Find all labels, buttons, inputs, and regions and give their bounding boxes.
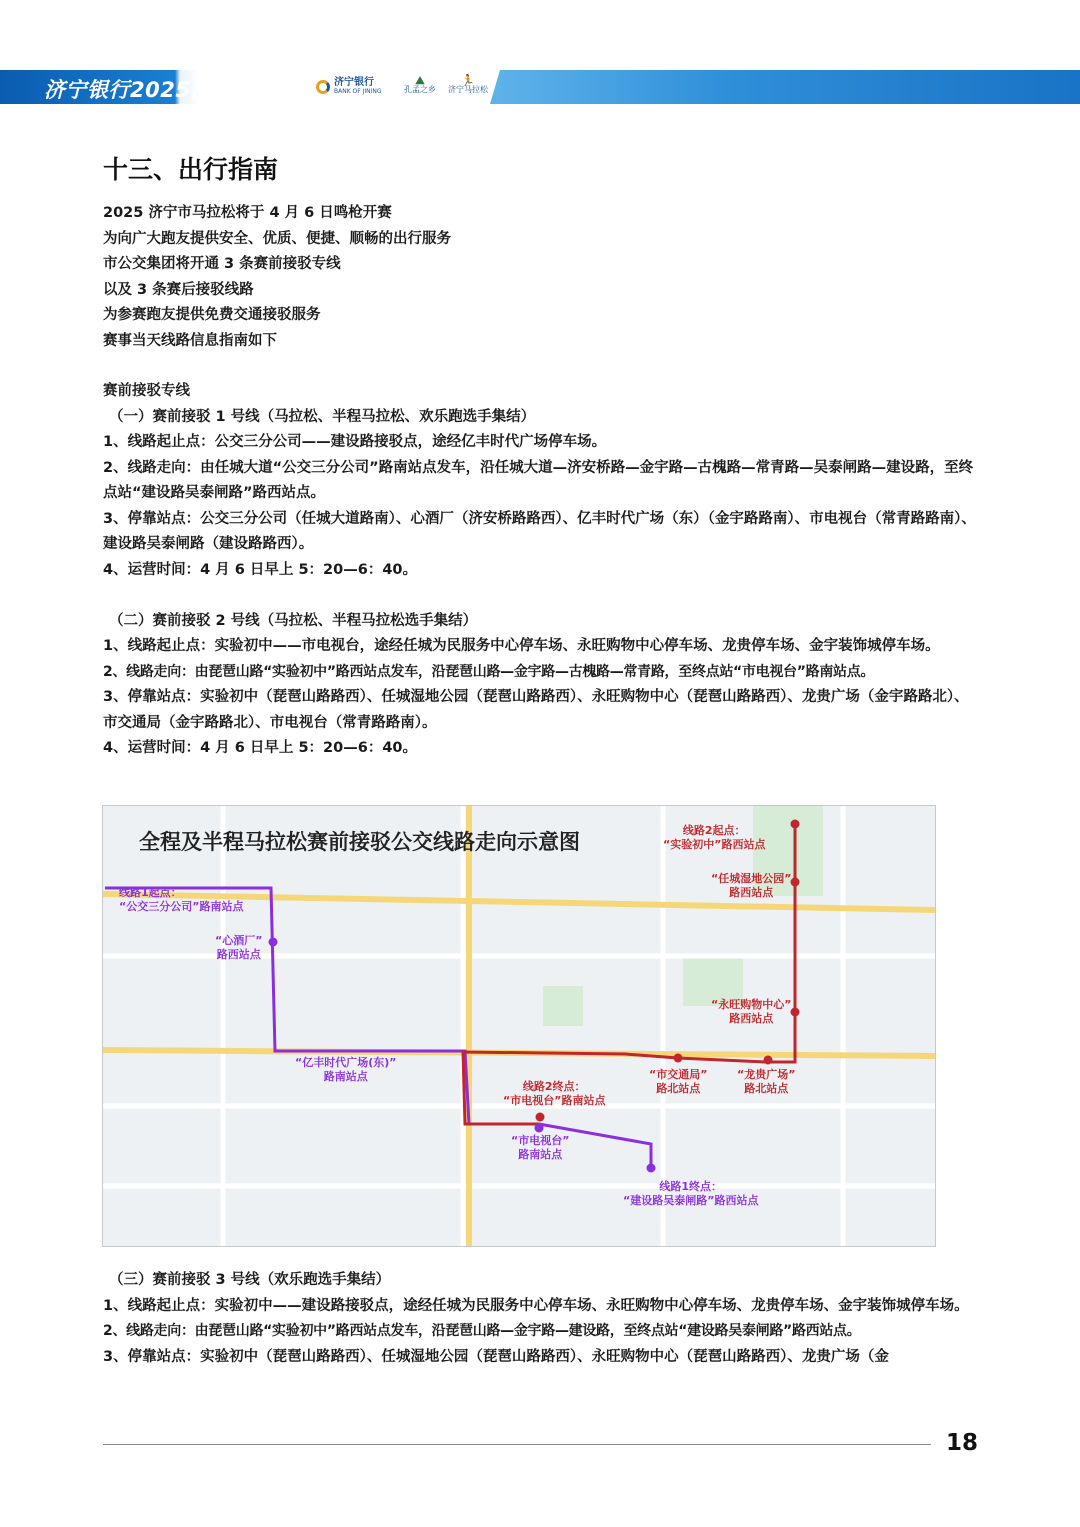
stop-r2-start [791, 820, 800, 829]
map-label-text: 路南站点 [323, 1070, 368, 1083]
section-title: 十三、出行指南 [103, 155, 279, 184]
map-label-text: “公交三分公司”路南站点 [119, 900, 244, 913]
route2-heading: （二）赛前接驳 2 号线（马拉松、半程马拉松选手集结） [109, 612, 478, 629]
subtitle: 赛前接驳专线 [103, 383, 190, 399]
route3-line: 2、线路走向：由琵琶山路“实验初中”路西站点发车，沿琵琶山路—金宇路—建设路，至终点站“建设路吴泰闸路”路西站点。 [103, 1323, 861, 1339]
stop-wetland [791, 878, 800, 887]
map-label-text: 线路2终点： [522, 1080, 586, 1093]
intro-line: 为向广大跑友提供安全、优质、便捷、顺畅的出行服务 [103, 230, 451, 247]
map-label-text: 路北站点 [744, 1082, 789, 1095]
map-label-text: 路南站点 [518, 1148, 563, 1161]
bank-logo-en: BANK OF JINING [334, 88, 382, 95]
map-label-longgui [737, 1068, 795, 1096]
stop-aeon [791, 1008, 800, 1017]
map-label-tv-r1 [511, 1134, 569, 1162]
route2-line: 3、停靠站点：实验初中（琵琶山路路西）、任城湿地公园（琵琶山路路西）、永旺购物中心（琵琶山路路西）、龙贵广场（金宇路路北）、市交通局（金宇路路北）、市电视台（常青路路南）。 [103, 689, 969, 731]
sponsor-logo-2-icon: ⛰ [415, 74, 425, 87]
map-label-transport [649, 1068, 707, 1096]
intro-line: 赛事当天线路信息指南如下 [103, 332, 277, 349]
map-label-text: 路西站点 [729, 1012, 774, 1025]
page-number: 18 [946, 1430, 979, 1456]
map-label-text: “市交通局” [649, 1068, 708, 1081]
stop-jiuchang [269, 938, 278, 947]
intro-line: 市公交集团将开通 3 条赛前接驳专线 [103, 256, 341, 272]
sponsor-logo-3 [448, 76, 488, 94]
footer-divider [103, 1444, 931, 1445]
map-label-text: “市电视台” [511, 1134, 570, 1147]
header-banner [0, 70, 1080, 104]
map-label-r2-start [663, 824, 765, 852]
map-label-text: “永旺购物中心” [711, 998, 792, 1011]
route1-line: 1、线路起止点：公交三分公司——建设路接驳点，途经亿丰时代广场停车场。 [103, 434, 607, 450]
bank-logo [316, 76, 382, 98]
map-label-text: 路西站点 [216, 948, 261, 961]
bank-logo-cn: 济宁银行 [334, 77, 374, 88]
route-map-graphic [103, 806, 935, 1246]
route3-line: 3、停靠站点：实验初中（琵琶山路路西）、任城湿地公园（琵琶山路路西）、永旺购物中心（琵琶山路路西）、龙贵广场（金 [103, 1348, 889, 1365]
map-label-text: 线路1终点： [659, 1180, 723, 1193]
sponsor-logo-2-text: 孔孟之乡 [404, 85, 436, 94]
map-label-r2-end [503, 1080, 605, 1108]
map-title: 全程及半程马拉松赛前接驳公交线路走向示意图 [139, 830, 580, 854]
sponsor-logo-3-icon: 🏃 [461, 74, 475, 87]
stop-longgui [764, 1056, 773, 1065]
banner-right-band [490, 70, 1080, 104]
map-label-text: 路北站点 [656, 1082, 701, 1095]
sponsor-logo-3-text: 济宁马拉松 [448, 85, 488, 94]
intro-line: 以及 3 条赛后接驳线路 [103, 281, 254, 298]
intro-block [103, 201, 983, 354]
route-map [102, 805, 936, 1247]
route2-line: 2、线路走向：由琵琶山路“实验初中”路西站点发车，沿琵琶山路—金宇路—古槐路—常青路，至终点站“市电视台”路南站点。 [103, 663, 875, 680]
map-label-text: “心酒厂” [215, 934, 263, 947]
route1-line: 2、线路走向：由任城大道“公交三分公司”路南站点发车，沿任城大道—济安桥路—金宇路—古槐路—常青路—吴泰闸路—建设路，至终点站“建设路吴泰闸路”路西站点。 [103, 459, 974, 501]
map-label-text: “实验初中”路西站点 [663, 838, 766, 851]
route2-line: 1、线路起止点：实验初中——市电视台，途经任城为民服务中心停车场、永旺购物中心停车场、龙贵停车场、金宇装饰城停车场。 [103, 638, 940, 654]
map-label-text: “建设路吴泰闸路”路西站点 [623, 1194, 759, 1207]
map-label-text: 线路1起点： [119, 886, 182, 899]
route1-heading: （一）赛前接驳 1 号线（马拉松、半程马拉松、欢乐跑选手集结） [109, 408, 536, 425]
route2-line: 4、运营时间：4 月 6 日早上 5：20—6：40。 [103, 740, 417, 756]
map-label-r1-start [119, 886, 243, 914]
map-label-text: 线路2起点： [682, 824, 746, 837]
route3-heading: （三）赛前接驳 3 号线（欢乐跑选手集结） [109, 1272, 391, 1288]
route3-line: 1、线路起止点：实验初中——建设路接驳点，途经任城为民服务中心停车场、永旺购物中心停车场、龙贵停车场、金宇装饰城停车场。 [103, 1297, 969, 1314]
stop-r2-end [536, 1113, 545, 1122]
map-label-text: “任城湿地公园” [711, 872, 792, 885]
routes-block [103, 379, 983, 762]
map-label-text: “龙贵广场” [737, 1068, 796, 1081]
route1-line: 4、运营时间：4 月 6 日早上 5：20—6：40。 [103, 561, 417, 578]
stop-tv-r1 [535, 1124, 544, 1133]
intro-line: 为参赛跑友提供免费交通接驳服务 [103, 307, 321, 323]
map-label-text: “亿丰时代广场(东)” [295, 1056, 397, 1069]
map-label-r1-end [623, 1180, 758, 1208]
map-label-text: 路西站点 [729, 886, 774, 899]
banner-title: 济宁银行2025济宁马拉松 [44, 78, 298, 102]
sponsor-logo-2 [404, 76, 436, 94]
map-label-text: “市电视台”路南站点 [503, 1094, 606, 1107]
map-label-jiuchang [215, 934, 262, 962]
map-label-wetland [711, 872, 791, 900]
intro-line: 2025 济宁市马拉松将于 4 月 6 日鸣枪开赛 [103, 205, 392, 221]
bank-logo-icon [316, 80, 330, 94]
map-label-yifeng [295, 1056, 397, 1084]
route3-block [103, 1268, 983, 1370]
map-label-aeon [711, 998, 791, 1026]
route1-line: 3、停靠站点：公交三分公司（任城大道路南）、心酒厂（济安桥路路西）、亿丰时代广场（东）（金宇路路南）、市电视台（常青路路南）、建设路吴泰闸路（建设路路西）。 [103, 510, 976, 552]
stop-transport [674, 1054, 683, 1063]
stop-r1-end [647, 1164, 656, 1173]
